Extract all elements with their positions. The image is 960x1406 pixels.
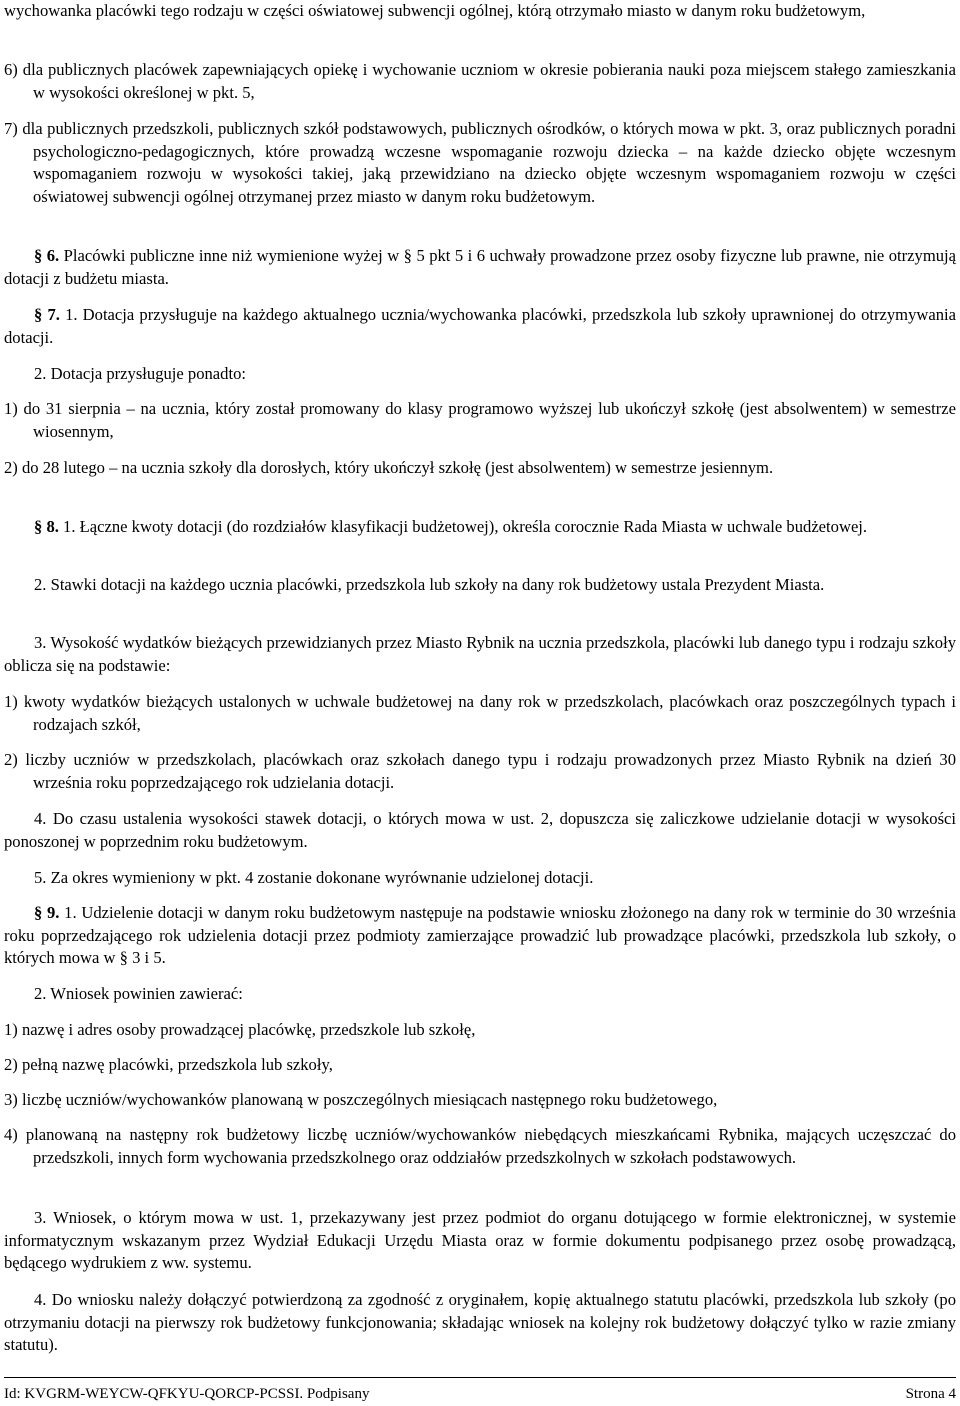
- section-8: [4, 516, 956, 539]
- section-9-point-2-item-3: 3) liczbę uczniów/wychowanków planowaną w poszczególnych miesiącach następnego roku budżetowego,: [4, 1090, 718, 1109]
- section-8-point-4: 4. Do czasu ustalenia wysokości stawek dotacji, o których mowa w ust. 2, dopuszcza się zaliczkowe udzielanie dotacji w wysokości ponoszonej w poprzednim roku budżetowym.: [4, 809, 956, 851]
- footer-document-id: Id: KVGRM-WEYCW-QFKYU-QORCP-PCSSI. Podpisany: [4, 1386, 370, 1402]
- section-9-point-2-item-2: 2) pełną nazwę placówki, przedszkola lub szkoły,: [4, 1055, 333, 1074]
- section-7-text: 1. Dotacja przysługuje na każdego aktualnego ucznia/wychowanka placówki, przedszkola lub szkoły uprawnionej do otrzymywania dotacji.: [4, 305, 956, 347]
- section-7-point-2-item-1: 1) do 31 sierpnia – na ucznia, który został promowany do klasy programowo wyższej lub ukończył szkołę (jest absolwentem) w semestrze wiosennym,: [4, 399, 956, 441]
- section-8-point-3: 3. Wysokość wydatków bieżących przewidzianych przez Miasto Rybnik na ucznia przedszkola, placówki lub danego typu i rodzaju szkoły oblicza się na podstawie:: [4, 633, 956, 675]
- footer-divider: [4, 1377, 956, 1378]
- section-9-point-3: 3. Wniosek, o którym mowa w ust. 1, przekazywany jest przez podmiot do organu dotującego w formie elektronicznej, w systemie informatycznym wskazanym przez Wydział Edukacji Urzędu Miasta oraz w formie dokumentu podpisanego przez osobę prowadzącą, będącego wydrukiem z ww. systemu.: [4, 1208, 956, 1272]
- section-6-number: § 6.: [34, 246, 60, 265]
- section-8-number: § 8.: [34, 517, 59, 536]
- section-6: [4, 245, 956, 290]
- section-8-point-3-item-2: 2) liczby uczniów w przedszkolach, placówkach oraz szkołach danego typu i rodzaju prowadzonych przez Miasto Rybnik na dzień 30 września roku poprzedzającego rok udzielania dotacji.: [4, 750, 956, 792]
- paragraph-continuation: wychowanka placówki tego rodzaju w części oświatowej subwencji ogólnej, którą otrzymało miasto w danym roku budżetowym,: [4, 1, 866, 20]
- section-8-point-2: 2. Stawki dotacji na każdego ucznia placówki, przedszkola lub szkoły na dany rok budżetowy ustala Prezydent Miasta.: [34, 575, 825, 594]
- section-8-text: 1. Łączne kwoty dotacji (do rozdziałów klasyfikacji budżetowej), określa corocznie Rada Miasta w uchwale budżetowej.: [58, 517, 868, 536]
- section-9-point-2: 2. Wniosek powinien zawierać:: [34, 984, 243, 1003]
- footer-page-number: Strona 4: [905, 1386, 956, 1402]
- section-7: [4, 304, 956, 349]
- section-9-number: § 9.: [34, 903, 60, 922]
- section-9-point-2-item-4: 4) planowaną na następny rok budżetowy liczbę uczniów/wychowanków niebędących mieszkańcami Rybnika, mających uczęszczać do przedszkoli, innych form wychowania przedszkolnego oraz oddziałów przedszkolnych w szkołach podstawowych.: [4, 1125, 956, 1167]
- section-6-text: Placówki publiczne inne niż wymienione wyżej w § 5 pkt 5 i 6 uchwały prowadzone przez osoby fizyczne lub prawne, nie otrzymują dotacji z budżetu miasta.: [4, 246, 957, 288]
- section-9: [4, 902, 956, 970]
- section-7-point-2-item-2: 2) do 28 lutego – na ucznia szkoły dla dorosłych, który ukończył szkołę (jest absolwentem) w semestrze jesiennym.: [4, 458, 774, 477]
- list-item-6: 6) dla publicznych placówek zapewniających opiekę i wychowanie uczniom w okresie pobierania nauki poza miejscem stałego zamieszkania w wysokości określonej w pkt. 5,: [4, 60, 956, 102]
- section-8-point-5: 5. Za okres wymieniony w pkt. 4 zostanie dokonane wyrównanie udzielonej dotacji.: [34, 868, 594, 887]
- section-7-number: § 7.: [34, 305, 60, 324]
- section-8-point-3-item-1: 1) kwoty wydatków bieżących ustalonych w uchwale budżetowej na dany rok w przedszkolach, placówkach oraz poszczególnych typach i rodzajach szkół,: [4, 692, 956, 734]
- list-item-7: 7) dla publicznych przedszkoli, publicznych szkół podstawowych, publicznych ośrodków, o których mowa w pkt. 3, oraz publicznych poradni psychologiczno-pedagogicznych, które prowadzą wczesne wspomaganie rozwoju dziecka – na każde dziecko objęte wczesnym wspomaganiem rozwoju w wysokości takiej, jaką przewidziano na dziecko objęte wczesnym wspomaganiem rozwoju w części oświatowej subwencji ogólnej otrzymanej przez miasto w danym roku budżetowym.: [4, 119, 956, 206]
- section-7-point-2: 2. Dotacja przysługuje ponadto:: [34, 364, 246, 383]
- section-9-point-4: 4. Do wniosku należy dołączyć potwierdzoną za zgodność z oryginałem, kopię aktualnego statutu placówki, przedszkola lub szkoły (po otrzymaniu dotacji na pierwszy rok budżetowy funkcjonowania; składając wniosek na kolejny rok budżetowy dołączyć tylko w razie zmiany statutu).: [4, 1290, 956, 1354]
- section-9-point-2-item-1: 1) nazwę i adres osoby prowadzącej placówkę, przedszkole lub szkołę,: [4, 1020, 476, 1039]
- section-9-text: 1. Udzielenie dotacji w danym roku budżetowym następuje na podstawie wniosku złożonego na dany rok w terminie do 30 września roku poprzedzającego rok udzielenia dotacji przez podmioty zamierzające prowadzić lub prowadzące placówki, przedszkola lub szkoły, o których mowa w § 3 i 5.: [4, 903, 956, 967]
